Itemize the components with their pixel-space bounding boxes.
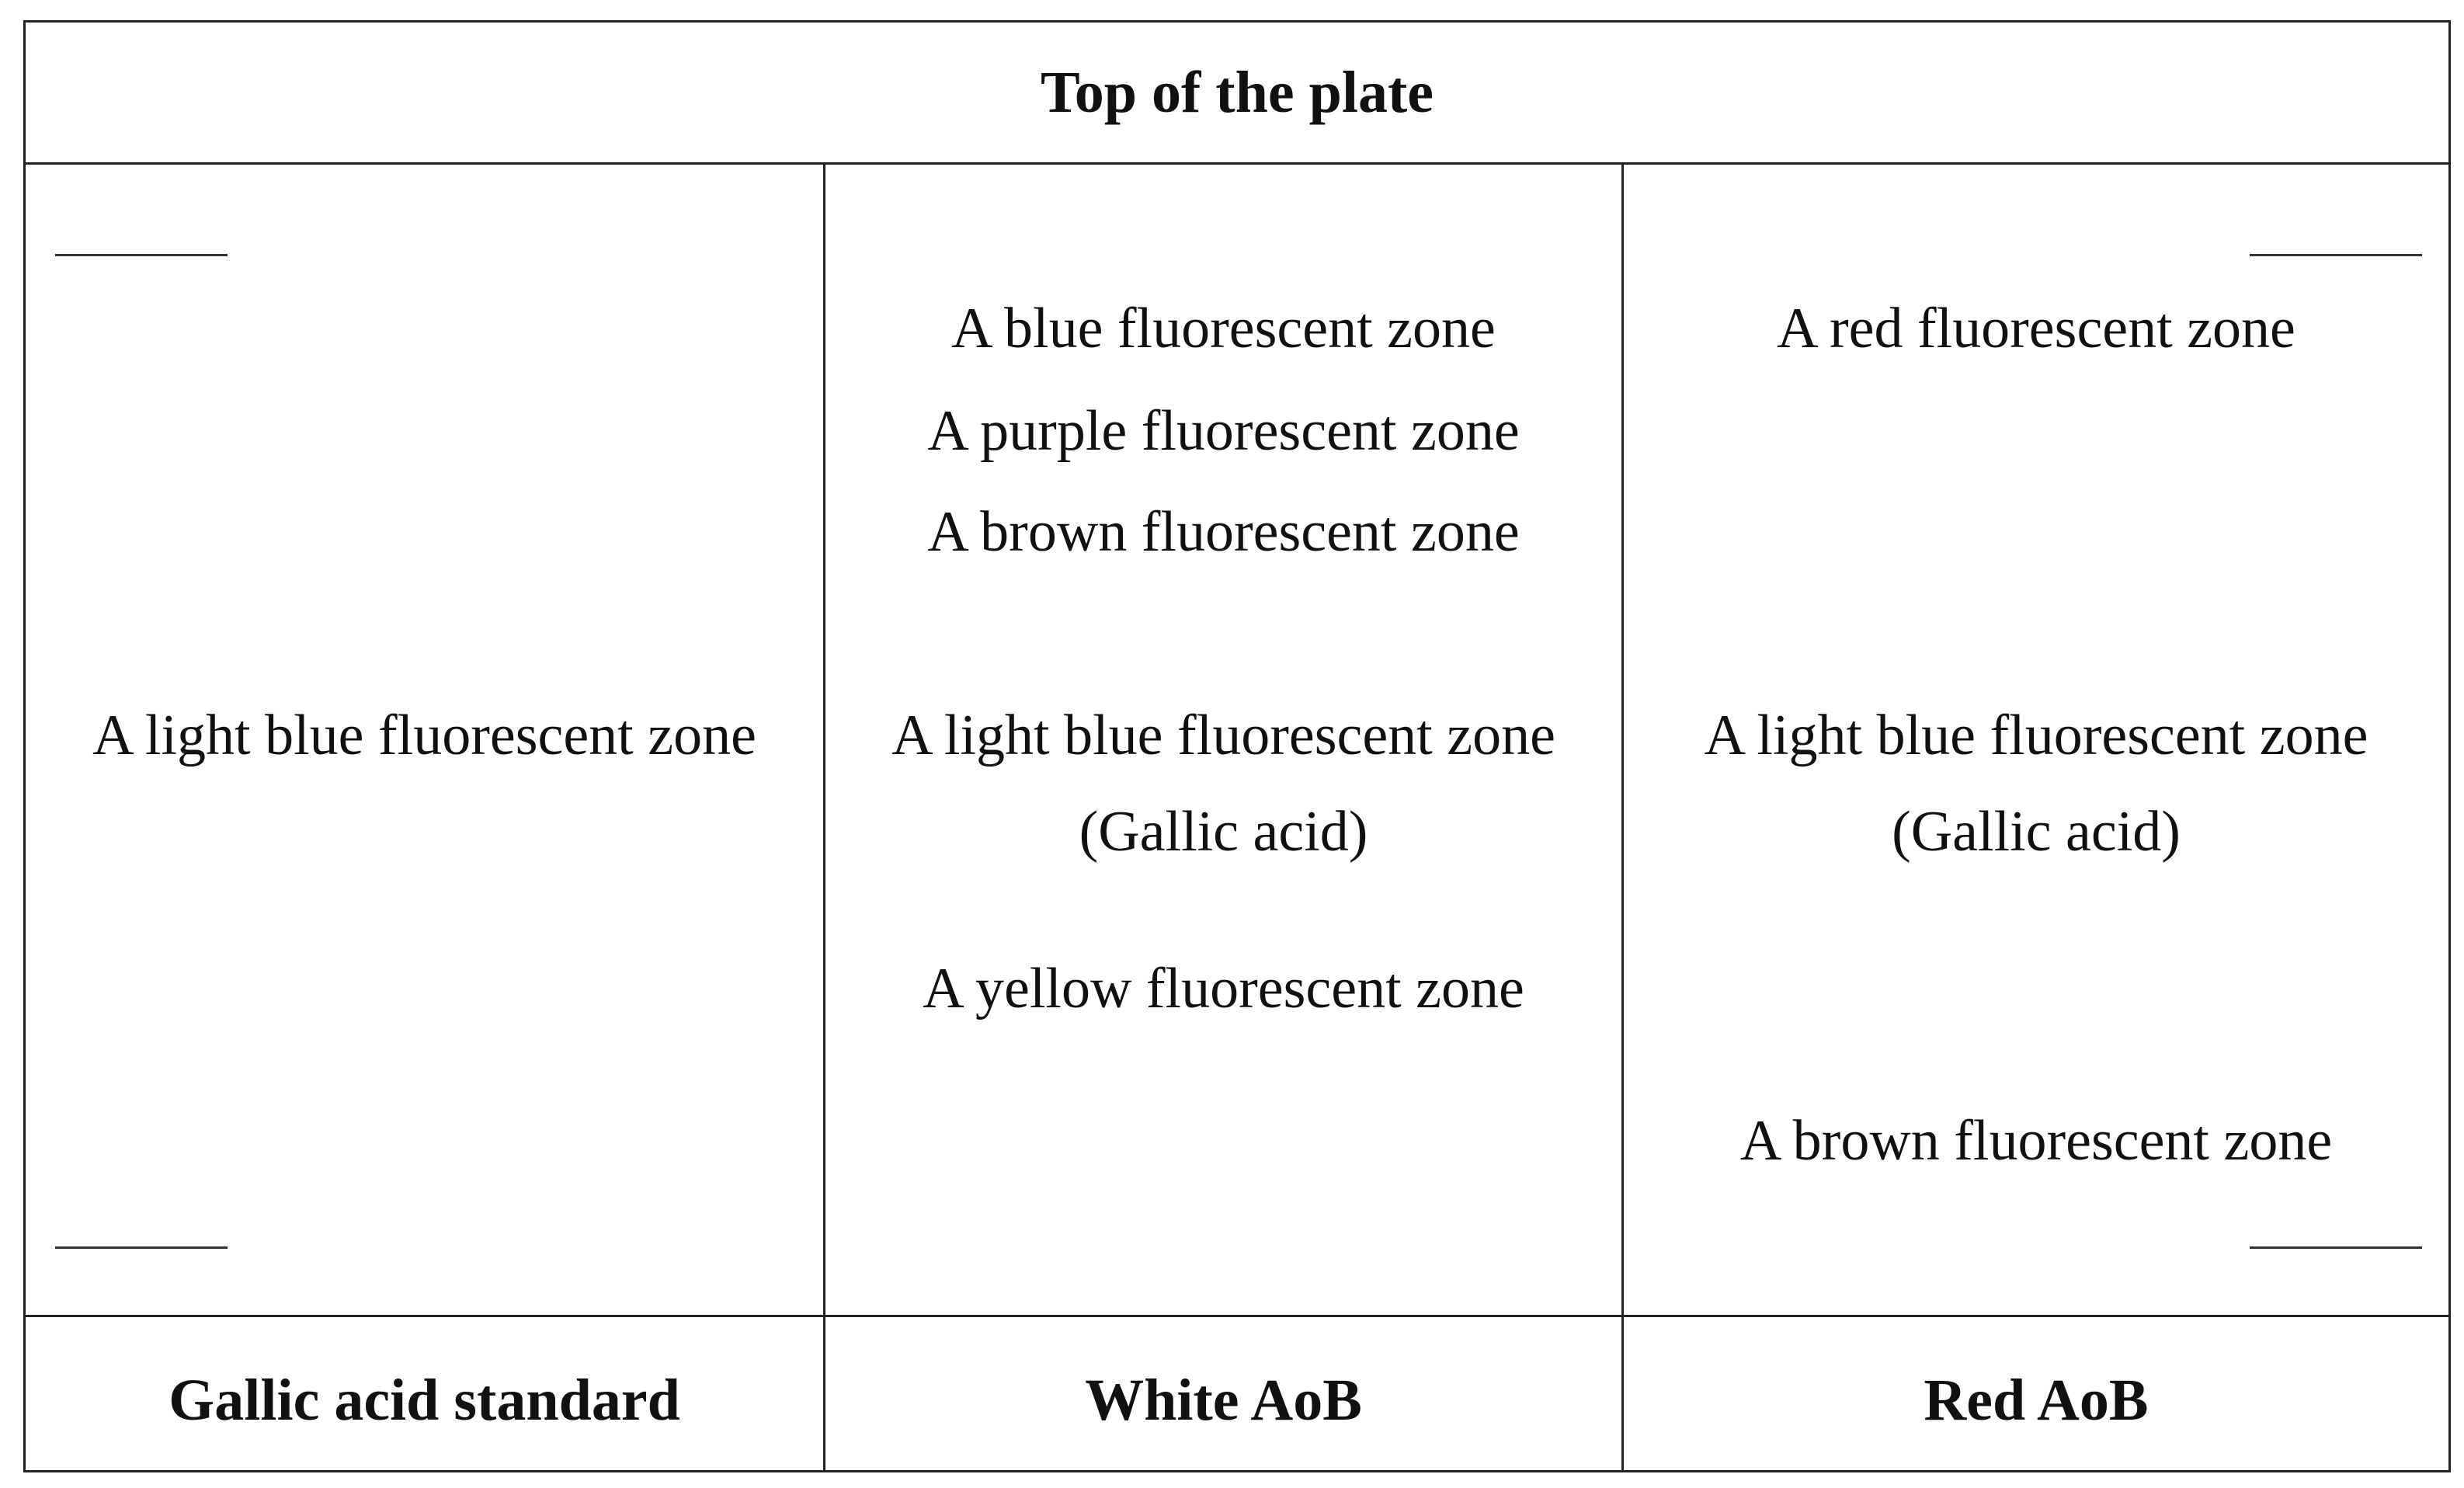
plate-top-header	[26, 23, 2448, 162]
zone-compound-label: (Gallic acid)	[1892, 800, 2181, 864]
zone-red	[1624, 280, 2448, 377]
column-label: White AoB	[1085, 1367, 1362, 1433]
origin-marker	[2250, 1246, 2422, 1249]
footer-cell-gallic-acid-standard	[26, 1330, 823, 1470]
zone-yellow	[825, 940, 1621, 1037]
plate-top-label: Top of the plate	[1040, 59, 1434, 125]
column-gallic-acid-standard	[26, 162, 823, 1315]
zone-label: A brown fluorescent zone	[1739, 1109, 2333, 1173]
column-red-aob	[1624, 162, 2448, 1315]
zone-label: A light blue fluorescent zone	[1704, 704, 2368, 767]
footer-cell-white-aob	[825, 1330, 1621, 1470]
zone-purple	[825, 383, 1621, 479]
zone-light-blue	[26, 687, 823, 784]
zone-light-blue-gallic-acid	[825, 687, 1621, 880]
zone-label: A light blue fluorescent zone	[92, 704, 756, 767]
zone-label: A blue fluorescent zone	[951, 297, 1496, 360]
footer-divider	[26, 1315, 2448, 1317]
zone-label: A brown fluorescent zone	[927, 500, 1520, 564]
footer-cell-red-aob	[1624, 1330, 2448, 1470]
column-label: Gallic acid standard	[169, 1367, 680, 1433]
zone-label: A light blue fluorescent zone	[891, 704, 1555, 767]
column-label: Red AoB	[1924, 1367, 2149, 1433]
solvent-front-marker	[55, 254, 228, 256]
zone-brown	[825, 484, 1621, 580]
origin-marker	[55, 1246, 228, 1249]
zone-brown	[1624, 1093, 2448, 1189]
zone-label: A yellow fluorescent zone	[923, 957, 1524, 1020]
tlc-plate-table	[23, 20, 2451, 1472]
zone-label: A purple fluorescent zone	[927, 399, 1520, 463]
solvent-front-marker	[2250, 254, 2422, 256]
column-white-aob	[825, 162, 1621, 1315]
zone-blue	[825, 280, 1621, 377]
zone-compound-label: (Gallic acid)	[1079, 800, 1368, 864]
zone-light-blue-gallic-acid	[1624, 687, 2448, 880]
zone-label: A red fluorescent zone	[1777, 297, 2295, 360]
